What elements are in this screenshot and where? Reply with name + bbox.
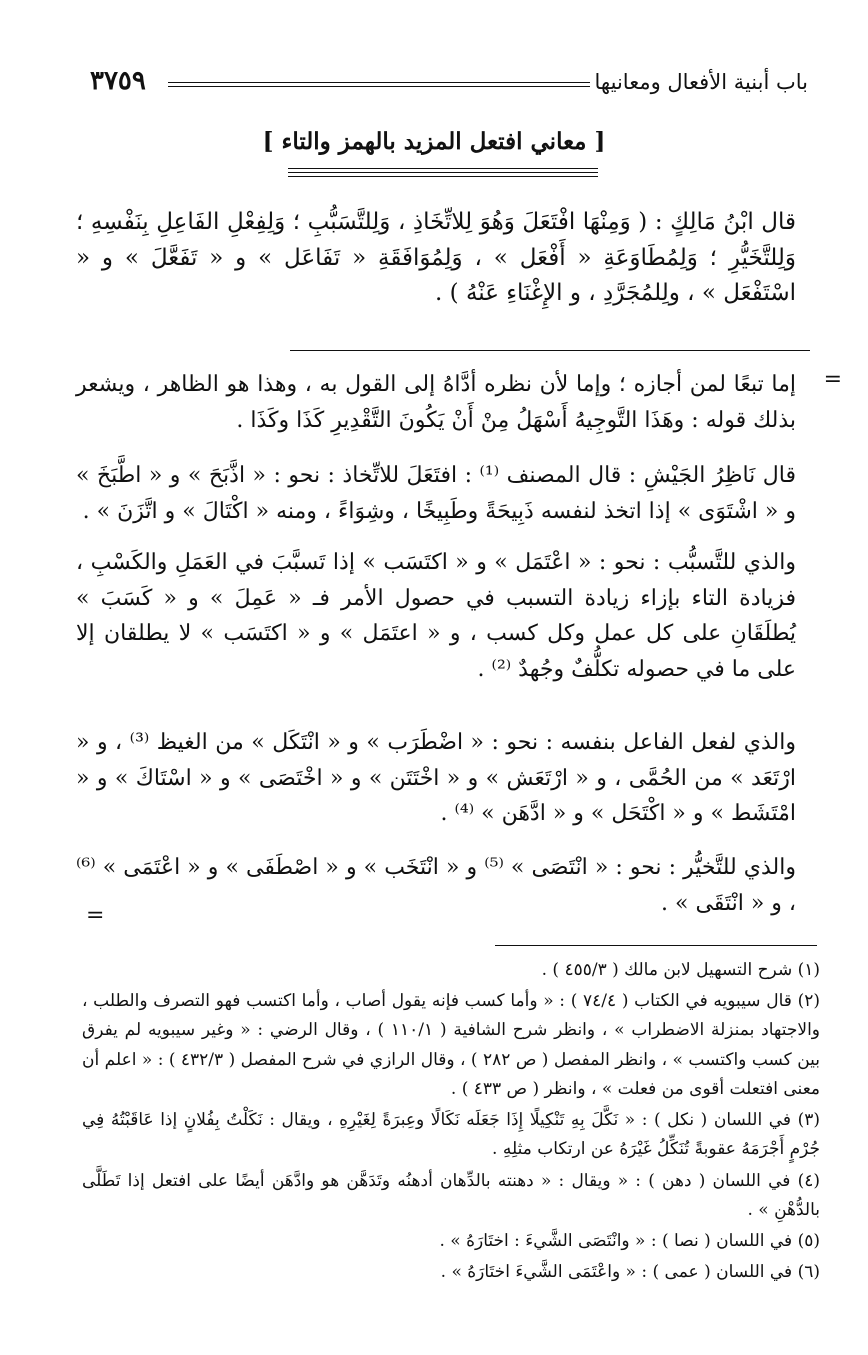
body-paragraph-2: قال نَاظِرُ الجَيْشِ : قال المصنف ⁽¹⁾ : افتَعَلَ للاتِّخاذ : نحو : « اذَّبَحَ » و « اطَّبَخَ » و « اشْتَوَى » إذا اتخذ لنفسه ذَبِيحَةً وطَبِيخًا ، وشِوَاءً ، ومنه « اكْتَالَ » و اتَّزَنَ » . xyxy=(76,463,796,524)
section-title: [ معاني افتعل المزيد بالهمز والتاء ] xyxy=(262,128,606,155)
header-rule xyxy=(168,82,590,87)
body-paragraph-5: والذي للتَّخيُّر : نحو : « انْتَصَى » ⁽⁵⁾ و « انْتَخَب » و « اصْطَفَى » و « اعْتَمَى » ⁽⁶⁾ ، و « انْتَقَى » . xyxy=(76,855,796,916)
running-header xyxy=(90,68,808,104)
footnote-4: (٤) في اللسان ( دهن ) : « ويقال : « دهنته بالدِّهان أدهنُه وتَدَهَّن هو وادَّهَن أيضًا على افتعل إذا تَطَلَّى بالدُّهْنِ » . xyxy=(82,1170,820,1220)
continuation-mark-bottom: = xyxy=(86,903,105,928)
footnotes xyxy=(82,956,820,1290)
body-paragraph-1: إما تبعًا لمن أجازه ؛ وإما لأن نظره أدَّاهُ إلى القول به ، وهذا هو الظاهر ، ويشعر بذلك قوله : وهَذَا التَّوجِيهُ أَسْهَلُ مِنْ أَنْ يَكُونَ التَّقْدِيرِ كَذَا وكَذَا . xyxy=(76,372,796,433)
running-title: باب أبنية الأفعال ومعانيها xyxy=(594,70,808,94)
quote-divider xyxy=(290,350,810,351)
section-heading xyxy=(0,128,868,155)
footnote-divider xyxy=(495,945,817,946)
section-title-rules xyxy=(288,168,598,180)
author-quote: قال ابْنُ مَالِكٍ : ( وَمِنْهَا افْتَعَلَ وَهُوَ لِلاتِّخَاذِ ، وَلِلتَّسَبُّبِ ؛ وَلِفِعْلِ الفَاعِلِ بِنَفْسِهِ ؛ وَلِلتَّخَيُّرِ ؛ وَلِمُطَاوَعَةِ « أَفْعَل » ، وَلِمُوَافَقَةِ « تَفَاعَل » و « تَفَعَّلَ » و « اسْتَفْعَل » ، ولِلمُجَرَّدِ ، و الإِغْنَاءِ عَنْهُ ) . xyxy=(76,209,796,307)
footnote-6: (٦) في اللسان ( عمى ) : « واعْتَمَى الشَّيءَ اختَارَهُ » . xyxy=(440,1262,820,1283)
body-paragraph-4: والذي لفعل الفاعل بنفسه : نحو : « اضْطَرَب » و « انْتَكَل » من الغيظ ⁽³⁾ ، و « ارْتَعَد » من الحُمَّى ، و « ارْتَعَش » و « اخْتَتَن » و « اخْتَصَى » و « اسْتَاكَ » و « امْتَشَط » و « اكْتَحَل » و « ادَّهَن » ⁽⁴⁾ . xyxy=(76,730,796,827)
footnote-1: (١) شرح التسهيل لابن مالك ( ٤٥٥/٣ ) . xyxy=(541,960,820,980)
footnote-3: (٣) في اللسان ( نكل ) : « نَكَّلَ بِهِ تَنْكِيلًا إِذَا جَعَلَه نَكَالًا وعِبرَةً لِغَيْرِهِ ، ويقال : نَكَلْتُ بِفُلانٍ إذا عَاقَبْتُهُ فِي جُرْمٍ أَجْرَمَهُ عقوبةً تُنَكِّلُ غَيْرَهُ عن ارتكاب مثلِهِ . xyxy=(82,1110,820,1160)
page-number: ٣٧٥٩ xyxy=(90,66,146,96)
footnote-5: (٥) في اللسان ( نصا ) : « وانْتَصَى الشَّيءَ : اختَارَهُ » . xyxy=(439,1231,820,1252)
continuation-mark-top: = xyxy=(823,367,842,392)
body-paragraph-3: والذي للتَّسبُّب : نحو : « اعْتَمَل » و « اكتَسَب » إذا تَسبَّبَ في العَمَلِ والكَسْبِ ، فزيادة التاء بإزاء زيادة التسبب في حصول الأمر فـ « عَمِلَ » و « كَسَبَ » يُطلَقَانِ على كل عمل وكل كسب ، و « اعتَمَل » و « اكتَسَب » لا يطلقان إلا على ما في حصوله تكلُّفٌ وجُهدٌ ⁽²⁾ . xyxy=(76,550,796,682)
footnote-2: (٢) قال سيبويه في الكتاب ( ٧٤/٤ ) : « وأما كسب فإنه يقول أصاب ، وأما اكتسب فهو التصرف والطلب ، والاجتهاد بمنزلة الاضطراب » ، وانظر شرح الشافية ( ١١٠/١ ) ، وقال الرضي : « وغير سيبويه لم يفرق بين كسب واكتسب » ، وانظر المفصل ( ص ٢٨٢ ) ، وقال الرازي في شرح المفصل ( ٤٣٢/٣ ) : « اعلم أن معنى افتعلت أقوى من فعلت » ، وانظر ( ص ٤٣٣ ) . xyxy=(82,991,820,1099)
